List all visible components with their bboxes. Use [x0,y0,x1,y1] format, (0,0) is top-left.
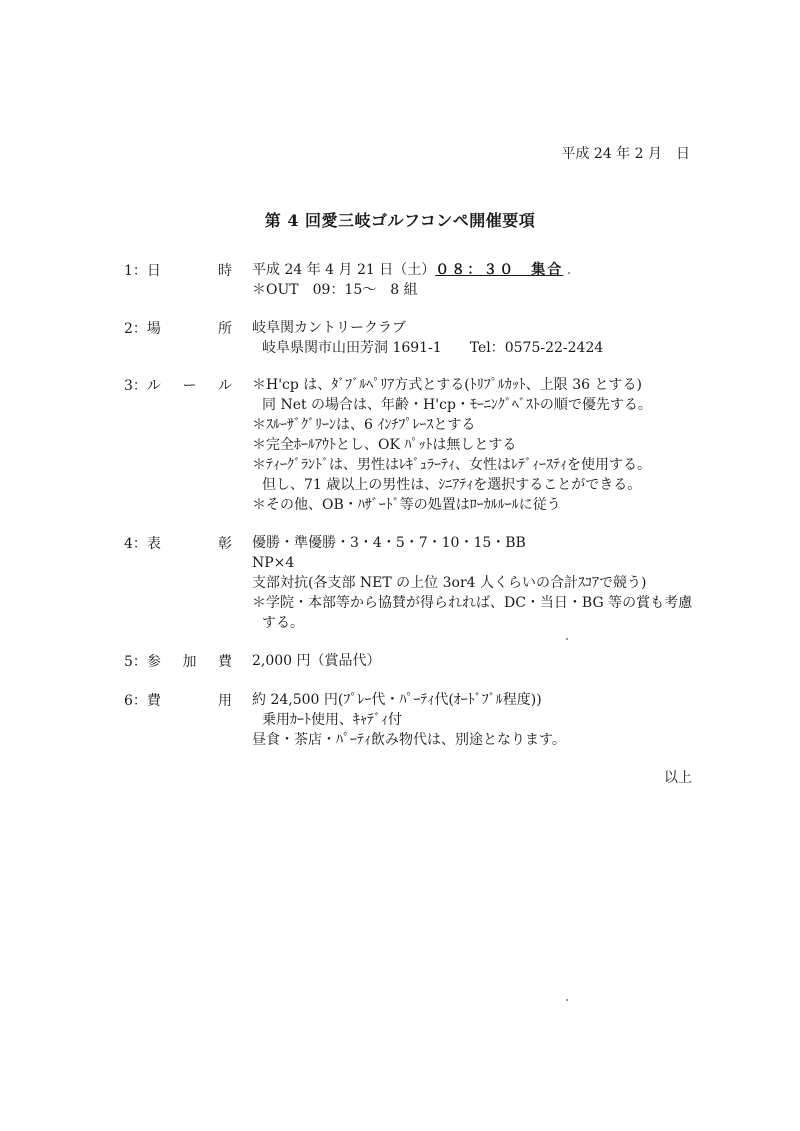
rule-line: ＊ﾃｨｰｸﾞﾗﾝﾄﾞは、男性はﾚｷﾞｭﾗｰﾃｨ、女性はﾚﾃﾞｨｰｽﾃｨを使用する。 [252,457,651,473]
scan-speck [568,272,570,274]
cost-line: 昼食・茶店・ﾊﾟｰﾃｨ飲み物代は、別途となります。 [252,732,566,748]
award-line: する。 [262,615,304,631]
document-date: 平成 24 年 2 月 日 [561,146,690,162]
cost-line: 乗用ｶｰﾄ使用、ｷｬﾃﾞｨ付 [262,712,402,728]
section-content [252,690,702,750]
rule-line: ＊ｽﾙｰｻﾞｸﾞﾘｰﾝは、6 ｲﾝﾁﾌﾟﾚｰｽとする [252,417,476,433]
venue-name: 岐阜関カントリークラブ [252,320,406,336]
closing-mark: 以上 [664,770,692,786]
section-content [252,318,702,358]
award-line: ＊学院・本部等から協賛が得られれば、DC・当日・BG 等の賞も考慮 [252,595,693,611]
event-date: 平成 24 年 4 月 21 日（土） [252,262,436,278]
section-content [252,651,702,671]
entry-fee: 2,000 円（賞品代） [252,653,381,669]
rule-line: ＊その他、OB・ﾊｻﾞｰﾄﾞ等の処置はﾛｰｶﾙﾙｰﾙに従う [252,497,561,513]
scan-speck [566,999,568,1001]
rule-line: ＊H'cp は、ﾀﾞﾌﾞﾙﾍﾟﾘｱ方式とする(ﾄﾘﾌﾟﾙｶｯﾄ、上限 36 とする) [252,377,642,393]
venue-address: 岐阜県関市山田芳洞 1691-1 Tel：0575-22-2424 [262,340,604,356]
scan-speck [566,638,568,640]
award-line: 支部対抗(各支部 NET の上位 3or4 人くらいの合計ｽｺｱで競う) [252,575,647,591]
section-content [252,260,702,300]
rule-line: 但し、71 歳以上の男性は、ｼﾆｱﾃｨを選択することができる。 [262,477,642,493]
rule-line: 同 Net の場合は、年齢・H'cp・ﾓｰﾆﾝｸﾞﾍﾞｽﾄの順で優先する。 [262,397,652,413]
rule-line: ＊完全ﾎｰﾙｱｳﾄとし、OK ﾊﾟｯﾄは無しとする [252,437,517,453]
document-title: 第 4 回愛三岐ゴルフコンペ開催要項 [264,211,536,230]
award-line: 優勝・準優勝・3・4・5・7・10・15・BB [252,535,526,551]
start-info: ＊OUT 09：15～ 8 組 [252,282,418,298]
section-label: 2：場 所 [124,321,232,337]
section-label: 5：参 加 費 [124,654,232,670]
section-label: 6：費 用 [124,693,232,709]
award-line: NP×4 [252,555,295,571]
meeting-time: ０８：３０ 集合 [435,262,564,278]
section-content [252,533,702,633]
section-label: 3：ル ー ル [124,378,232,394]
section-content [252,375,702,515]
section-label: 1：日 時 [124,263,232,279]
cost-line: 約 24,500 円(ﾌﾟﾚｰ代・ﾊﾟｰﾃｨ代(ｵｰﾄﾞﾌﾞﾙ程度)) [252,692,542,708]
section-label: 4：表 彰 [124,536,232,552]
